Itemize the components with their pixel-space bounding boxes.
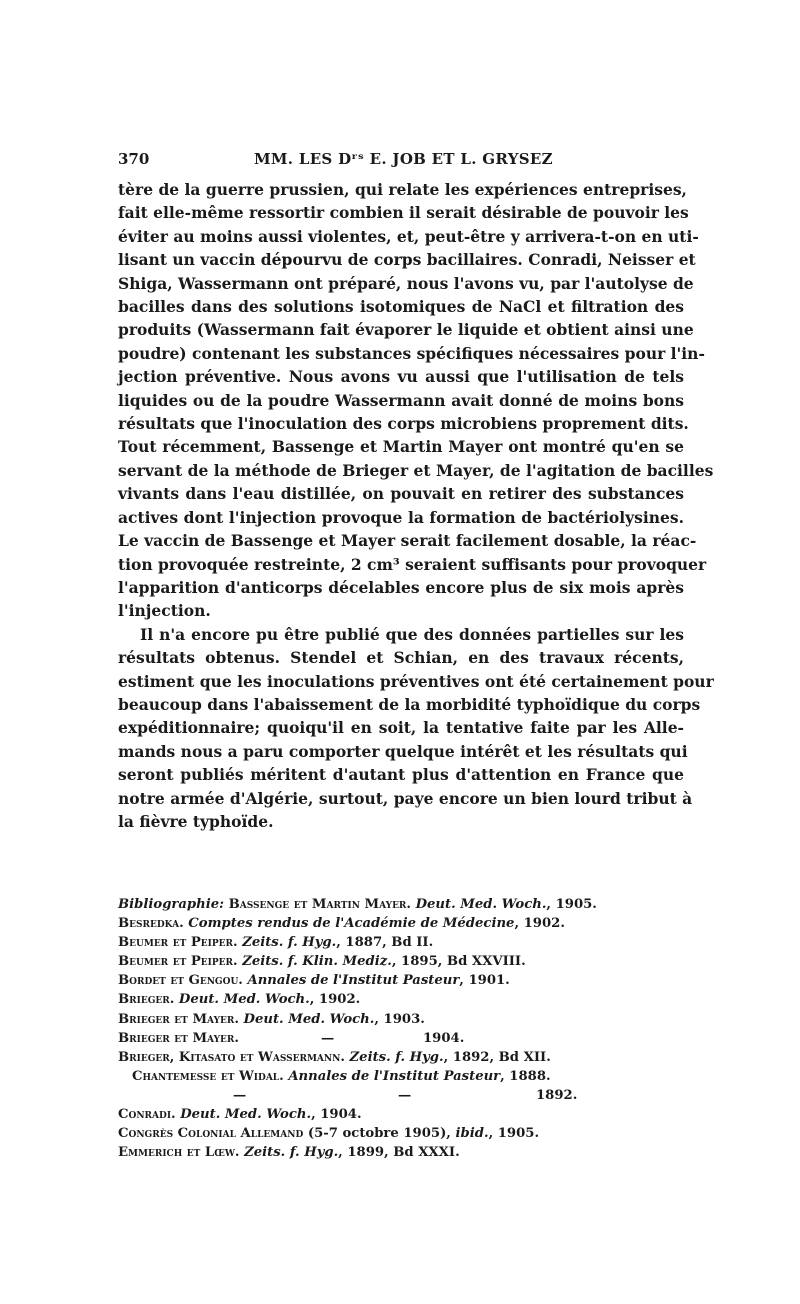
text-line: l'apparition d'anticorps décelables encore plus de six mois après — [118, 577, 684, 597]
bibliography-entry: Besredka. Comptes rendus de l'Académie de Médecine, 1902. — [118, 916, 565, 932]
text-line: liquides ou de la poudre Wassermann avait donné de moins bons — [118, 390, 684, 410]
paragraph-1 — [118, 178, 714, 623]
text-line: expéditionnaire; quoiqu'il en soit, la tentative faite par les Alle- — [118, 718, 684, 738]
bibliography-entry: Brieger, Kitasato et Wassermann. Zeits. f. Hyg., 1892, Bd XII. — [118, 1049, 551, 1065]
text-line: Shiga, Wassermann ont préparé, nous l'avons vu, par l'autolyse de — [118, 273, 694, 293]
bibliography-entry: Emmerich et Lœw. Zeits. f. Hyg., 1899, Bd XXXI. — [118, 1145, 460, 1161]
bibliography-entry: Brieger. Deut. Med. Woch., 1902. — [118, 992, 361, 1008]
text-line: Le vaccin de Bassenge et Mayer serait facilement dosable, la réac- — [118, 531, 697, 551]
text-line: jection préventive. Nous avons vu aussi que l'utilisation de tels — [118, 367, 684, 387]
text-line: seront publiés méritent d'autant plus d'attention en France que — [118, 765, 684, 785]
text-line: la fièvre typhoïde. — [118, 811, 274, 831]
bibliography-entry: Chantemesse et Widal. Annales de l'Institut Pasteur, 1888. — [132, 1068, 551, 1084]
text-line: bacilles dans des solutions isotomiques de NaCl et filtration des — [118, 297, 684, 317]
text-line: tère de la guerre prussien, qui relate les expériences entreprises, — [118, 180, 687, 199]
bibliography-entry: Beumer et Peiper. Zeits. f. Hyg., 1887, Bd II. — [118, 935, 434, 951]
text-line: Il n'a encore pu être publié que des données partielles sur les — [140, 624, 684, 644]
paragraph-2 — [118, 623, 714, 834]
page-number: 370 — [118, 150, 150, 168]
text-line: actives dont l'injection provoque la formation de bactériolysines. — [118, 507, 684, 527]
text-line: servant de la méthode de Brieger et Mayer, de l'agitation de bacilles — [118, 460, 714, 480]
body-text — [118, 178, 714, 833]
page-header — [118, 150, 684, 172]
bibliography-entry: Conradi. Deut. Med. Woch., 1904. — [118, 1107, 362, 1123]
bibliography — [118, 895, 684, 1162]
bibliography-entry: — — 1892. — [233, 1087, 578, 1103]
bibliography-entry: Brieger et Mayer. — 1904. — [118, 1030, 465, 1046]
text-line: fait elle-même ressortir combien il serait désirable de pouvoir les — [118, 203, 689, 223]
text-line: notre armée d'Algérie, surtout, paye encore un bien lourd tribut à — [118, 788, 693, 808]
bibliography-label: Bibliographie: — [118, 897, 224, 912]
bibliography-entry: Beumer et Peiper. Zeits. f. Klin. Mediz., 1895, Bd XXVIII. — [118, 954, 526, 970]
bibliography-entry: Congrès Colonial Allemand (5-7 octobre 1905), ibid., 1905. — [118, 1126, 540, 1142]
bibliography-entry: Brieger et Mayer. Deut. Med. Woch., 1903. — [118, 1011, 425, 1027]
text-line: l'injection. — [118, 601, 211, 621]
bibliography-entry: Bibliographie: Bassenge et Martin Mayer. Deut. Med. Woch., 1905. — [118, 897, 597, 912]
text-line: estiment que les inoculations préventives ont été certainement pour — [118, 671, 714, 691]
text-line: éviter au moins aussi violentes, et, peut-être y arrivera-t-on en uti- — [118, 226, 699, 246]
text-line: produits (Wassermann fait évaporer le liquide et obtient ainsi une — [118, 320, 694, 340]
text-line: mands nous a paru comporter quelque intérêt et les résultats qui — [118, 741, 688, 761]
text-line: résultats que l'inoculation des corps microbiens proprement dits. — [118, 414, 689, 434]
text-line: résultats obtenus. Stendel et Schian, en des travaux récents, — [118, 648, 684, 668]
text-line: poudre) contenant les substances spécifiques nécessaires pour l'in- — [118, 343, 705, 363]
running-title: MM. LES Dʳˢ E. JOB ET L. GRYSEZ — [254, 150, 553, 168]
text-line: Tout récemment, Bassenge et Martin Mayer ont montré qu'en se — [118, 437, 684, 457]
text-line: lisant un vaccin dépourvu de corps bacillaires. Conradi, Neisser et — [118, 250, 696, 270]
text-line: tion provoquée restreinte, 2 cm³ seraient suffisants pour provoquer — [118, 554, 707, 574]
bibliography-entry: Bordet et Gengou. Annales de l'Institut Pasteur, 1901. — [118, 973, 510, 989]
text-line: vivants dans l'eau distillée, on pouvait en retirer des substances — [118, 484, 684, 504]
text-line: beaucoup dans l'abaissement de la morbidité typhoïdique du corps — [118, 694, 701, 714]
